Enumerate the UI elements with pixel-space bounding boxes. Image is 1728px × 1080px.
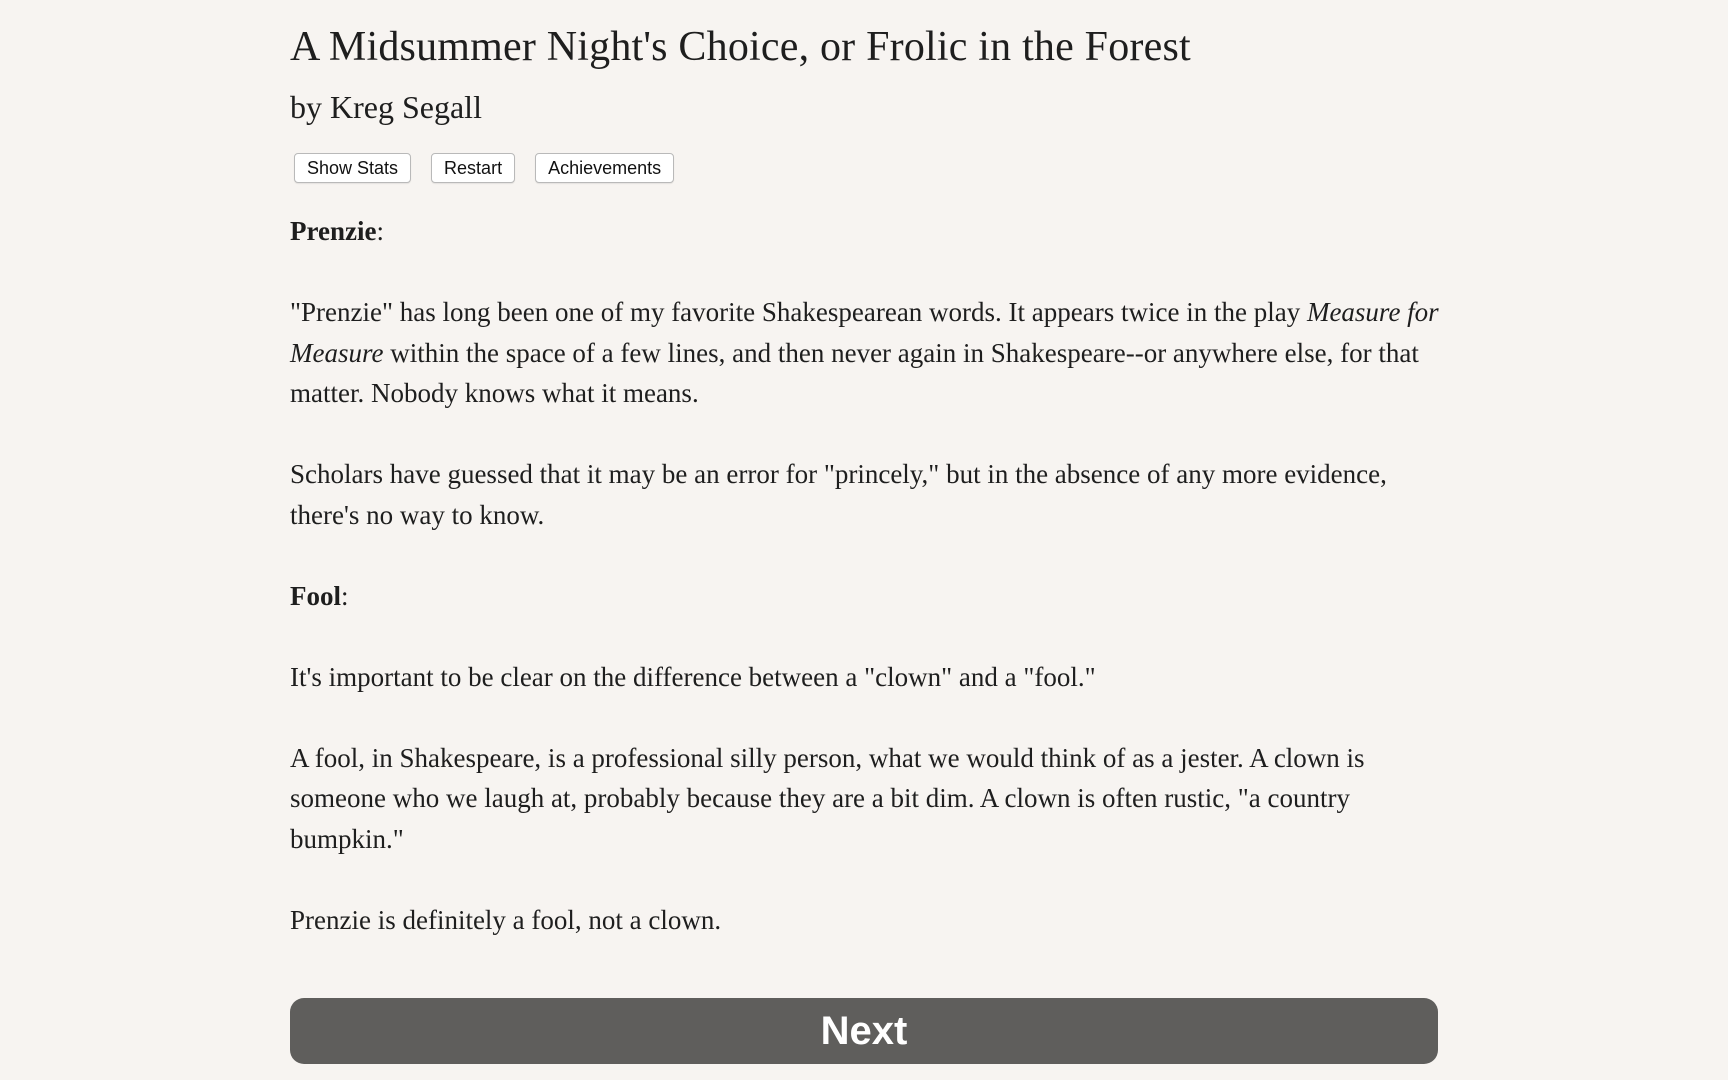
prenzie-paragraph-1 (290, 292, 1440, 414)
game-author: by Kreg Segall (290, 89, 482, 125)
game-page (290, 0, 1440, 940)
entry-term-fool: Fool (290, 580, 341, 611)
play-title-italic: Measure for Measure (290, 297, 1439, 368)
achievements-button[interactable]: Achievements (535, 153, 674, 183)
entry-heading-fool (290, 576, 1440, 617)
story-text (290, 211, 1440, 940)
entry-colon: : (376, 216, 384, 246)
fool-paragraph-3: Prenzie is definitely a fool, not a clown. (290, 904, 722, 935)
entry-term-prenzie: Prenzie (290, 216, 377, 246)
restart-button[interactable]: Restart (431, 153, 515, 183)
fool-paragraph-1: It's important to be clear on the difference between a "clown" and a "fool." (290, 661, 1096, 692)
prenzie-paragraph-1-start: "Prenzie" has long been one of my favorite Shakespearean words. It appears twice in the play (290, 297, 1307, 327)
entry-colon: : (341, 580, 349, 611)
prenzie-paragraph-2: Scholars have guessed that it may be an error for "princely," but in the absence of any more evidence, there's no way to know. (290, 459, 1387, 530)
game-title: A Midsummer Night's Choice, or Frolic in the Forest (290, 24, 1191, 70)
fool-paragraph-2: A fool, in Shakespeare, is a professional silly person, what we would think of as a jester. A clown is someone who we laugh at, probably because they are a bit dim. A clown is often rustic, "a country bumpkin." (290, 742, 1365, 854)
next-button[interactable]: Next (290, 998, 1438, 1064)
toolbar (290, 153, 1440, 183)
show-stats-button[interactable]: Show Stats (294, 153, 411, 183)
prenzie-paragraph-1-end: within the space of a few lines, and then never again in Shakespeare--or anywhere else, for that matter. Nobody knows what it means. (290, 337, 1419, 408)
entry-heading-prenzie (290, 211, 1440, 252)
